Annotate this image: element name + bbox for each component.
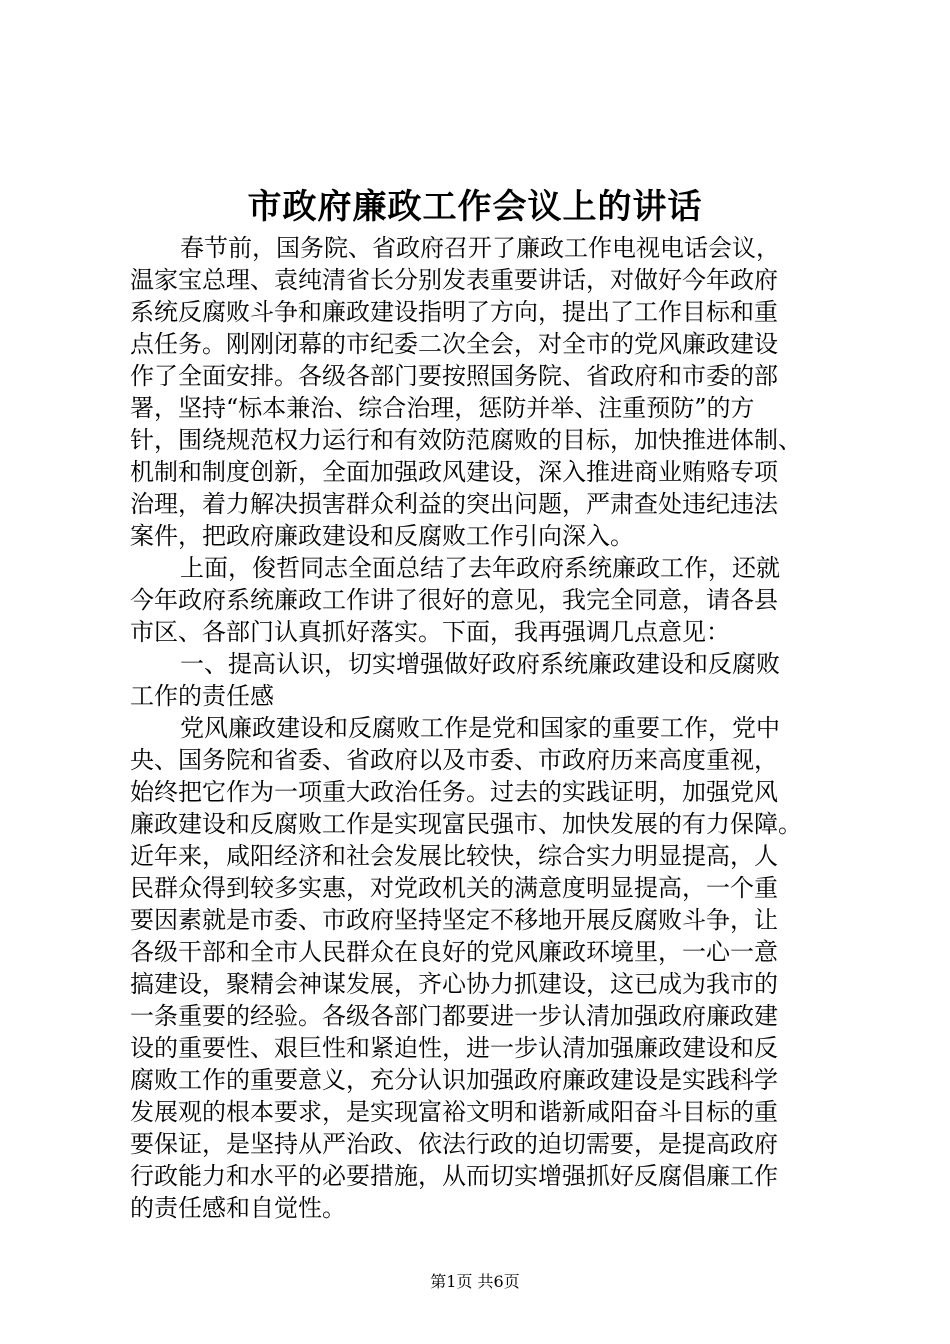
page-title: 市政府廉政工作会议上的讲话 [247,187,703,227]
page-indicator: 第1页 共6页 [430,1272,520,1291]
page-footer [0,1270,950,1294]
text-line: 作了全面安排。各级各部门要按照国务院、省政府和市委的部 [130,362,778,390]
text-line: 始终把它作为一项重大政治任务。过去的实践证明，加强党风 [130,778,778,806]
text-line: 腐败工作的重要意义，充分认识加强政府廉政建设是实践科学 [130,1066,778,1094]
text-line: 各级干部和全市人民群众在良好的党风廉政环境里，一心一意 [130,938,778,966]
text-line: 的责任感和自觉性。 [130,1194,346,1222]
text-line: 市区、各部门认真抓好落实。下面，我再强调几点意见： [130,618,730,646]
text-line: 点任务。刚刚闭幕的市纪委二次全会，对全市的党风廉政建设 [130,330,778,358]
text-line: 系统反腐败斗争和廉政建设指明了方向，提出了工作目标和重 [130,298,778,326]
text-line: 央、国务院和省委、省政府以及市委、市政府历来高度重视， [130,746,778,774]
text-line: 今年政府系统廉政工作讲了很好的意见，我完全同意，请各县 [130,586,778,614]
text-line: 工作的责任感 [130,682,274,710]
text-line: 治理，着力解决损害群众利益的突出问题，严肃查处违纪违法 [130,490,778,518]
text-line: 一条重要的经验。各级各部门都要进一步认清加强政府廉政建 [130,1002,778,1030]
text-line: 案件，把政府廉政建设和反腐败工作引向深入。 [130,522,634,550]
text-line: 民群众得到较多实惠，对党政机关的满意度明显提高，一个重 [130,874,778,902]
text-line: 廉政建设和反腐败工作是实现富民强市、加快发展的有力保障。 [130,810,802,838]
text-line: 设的重要性、艰巨性和紧迫性，进一步认清加强廉政建设和反 [130,1034,778,1062]
text-line: 搞建设，聚精会神谋发展，齐心协力抓建设，这已成为我市的 [130,970,778,998]
text-line: 要保证，是坚持从严治政、依法行政的迫切需要，是提高政府 [130,1130,778,1158]
text-line: 行政能力和水平的必要措施，从而切实增强抓好反腐倡廉工作 [130,1162,778,1190]
text-line: 署，坚持“标本兼治、综合治理，惩防并举、注重预防”的方 [130,394,755,422]
text-line: 要因素就是市委、市政府坚持坚定不移地开展反腐败斗争，让 [130,906,778,934]
text-line: 近年来，咸阳经济和社会发展比较快，综合实力明显提高，人 [130,842,778,870]
text-line: 针，围绕规范权力运行和有效防范腐败的目标，加快推进体制、 [130,426,802,454]
text-line: 上面，俊哲同志全面总结了去年政府系统廉政工作，还就 [180,554,780,582]
text-line: 一、提高认识，切实增强做好政府系统廉政建设和反腐败 [180,650,780,678]
text-line: 发展观的根本要求，是实现富裕文明和谐新咸阳奋斗目标的重 [130,1098,778,1126]
text-line: 温家宝总理、袁纯清省长分别发表重要讲话，对做好今年政府 [130,266,778,294]
text-line: 春节前，国务院、省政府召开了廉政工作电视电话会议， [180,234,780,262]
text-line: 党风廉政建设和反腐败工作是党和国家的重要工作，党中 [180,714,780,742]
text-line: 机制和制度创新，全面加强政风建设，深入推进商业贿赂专项 [130,458,778,486]
document-body [130,232,834,1224]
